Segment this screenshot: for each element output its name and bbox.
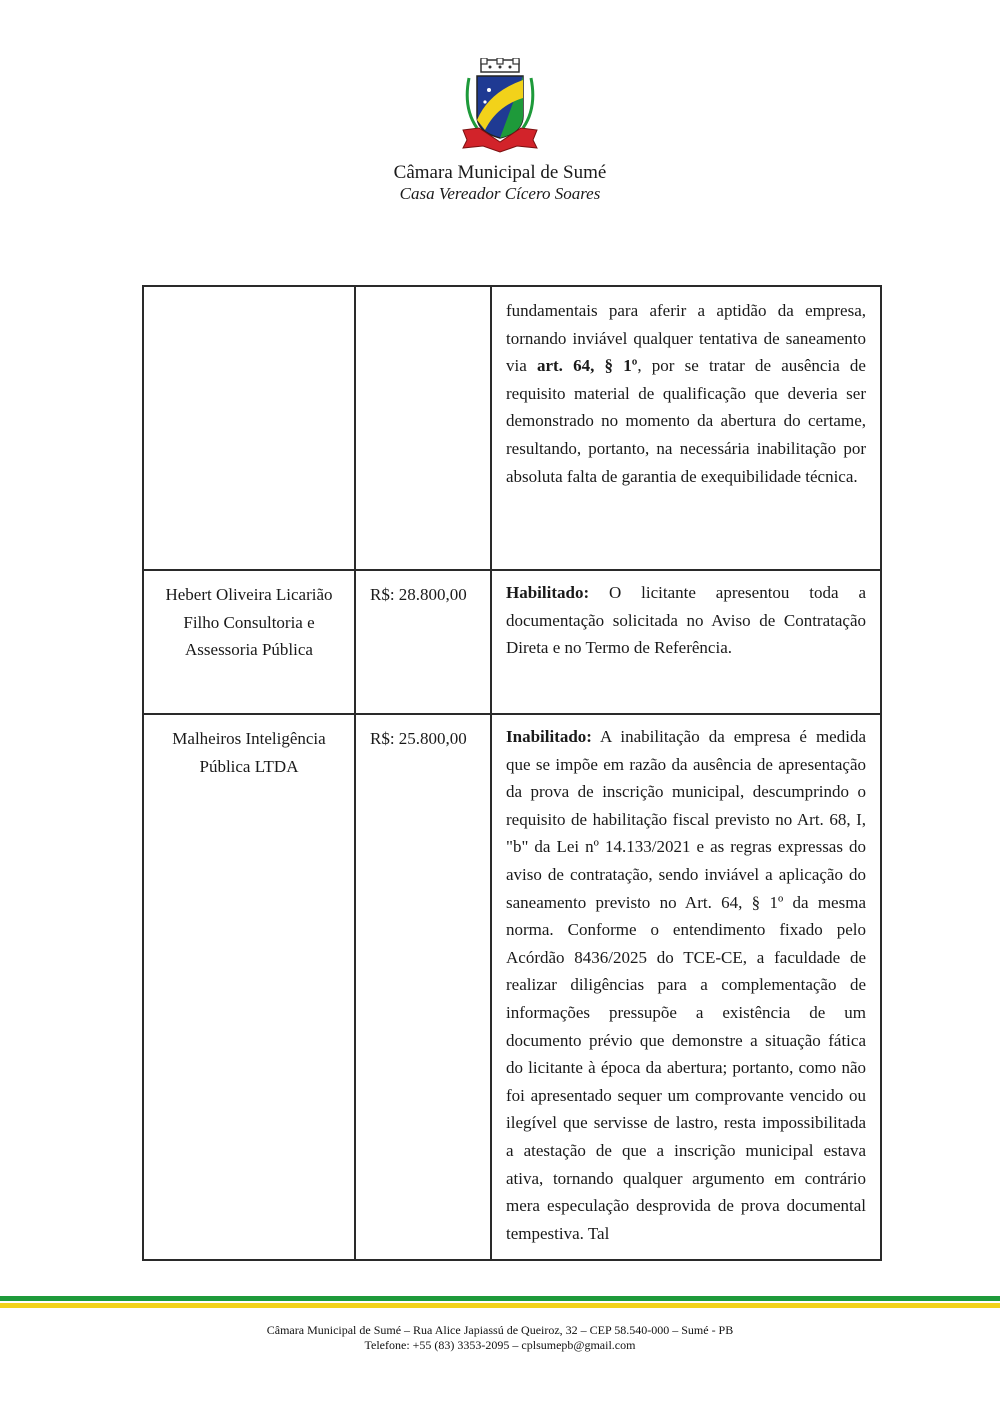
company-cell: Hebert Oliveira Licarião Filho Consultoria e Assessoria Pública: [143, 570, 355, 714]
company-cell: [143, 286, 355, 570]
justification-text: A inabilitação da empresa é medida que se impõe em razão da ausência de apresentação da prova de inscrição municipal, descumprindo o requisito de habilitação fiscal previsto no Art. 68, I, "b" da Lei nº 14.133/2021 e as regras expressas do aviso de contratação, sendo inviável a aplicação do saneamento previsto no Art. 64, § 1º da mesma norma. Conforme o entendimento fixado pelo Acórdão 8436/2025 do TCE-CE, a faculdade de realizar diligências para a complementação de informações pressupõe a existência de um documento prévio que demonstre a situação fática do licitante à época da abertura; portanto, como não foi apresentado sequer um comprovante vencido ou ilegível que servisse de lastro, resta impossibilitada a atestação de que a inscrição municipal estava ativa, tornando qualquer argumento em contrário mera especulação desprovida de prova documental tempestiva. Tal: [506, 727, 866, 1243]
letterhead: [0, 58, 1000, 204]
status-label: Inabilitado:: [506, 727, 592, 746]
municipal-coat-of-arms-icon: [459, 58, 541, 154]
table-row: [143, 570, 881, 714]
yellow-stripe: [0, 1303, 1000, 1308]
justification-cell: [491, 286, 881, 570]
justification-cell: [491, 570, 881, 714]
footer-stripes: [0, 1296, 1000, 1308]
footer-address: Câmara Municipal de Sumé – Rua Alice Japiassú de Queiroz, 32 – CEP 58.540-000 – Sumé - PB: [266, 1323, 734, 1337]
price-cell: R$: 25.800,00: [355, 714, 491, 1260]
table-row: [143, 286, 881, 570]
org-subtitle: Casa Vereador Cícero Soares: [399, 184, 601, 203]
justification-text: fundamentais para aferir a aptidão da empresa, tornando inviável qualquer tentativa de saneamento via: [506, 301, 866, 376]
bidders-table: [142, 285, 882, 1261]
org-name: Câmara Municipal de Sumé: [393, 162, 607, 183]
price-cell: R$: 28.800,00: [355, 570, 491, 714]
company-cell: Malheiros Inteligência Pública LTDA: [143, 714, 355, 1260]
justification-text-continued: , por se tratar de ausência de requisito material de qualificação que deveria ser demonstrado no momento da abertura do certame, resultando, portanto, na necessária inabilitação por absoluta falta de garantia de exequibilidade técnica.: [506, 356, 866, 486]
status-label: Habilitado:: [506, 583, 590, 602]
footer-contact: Telefone: +55 (83) 3353-2095 – cplsumepb@gmail.com: [364, 1338, 636, 1352]
footer: [0, 1323, 1000, 1353]
price-cell: [355, 286, 491, 570]
justification-cell: [491, 714, 881, 1260]
table-row: [143, 714, 881, 1260]
legal-reference: art. 64, § 1º: [536, 356, 638, 376]
justification-text: O licitante apresentou toda a documentação solicitada no Aviso de Contratação Direta e no Termo de Referência.: [506, 583, 866, 658]
